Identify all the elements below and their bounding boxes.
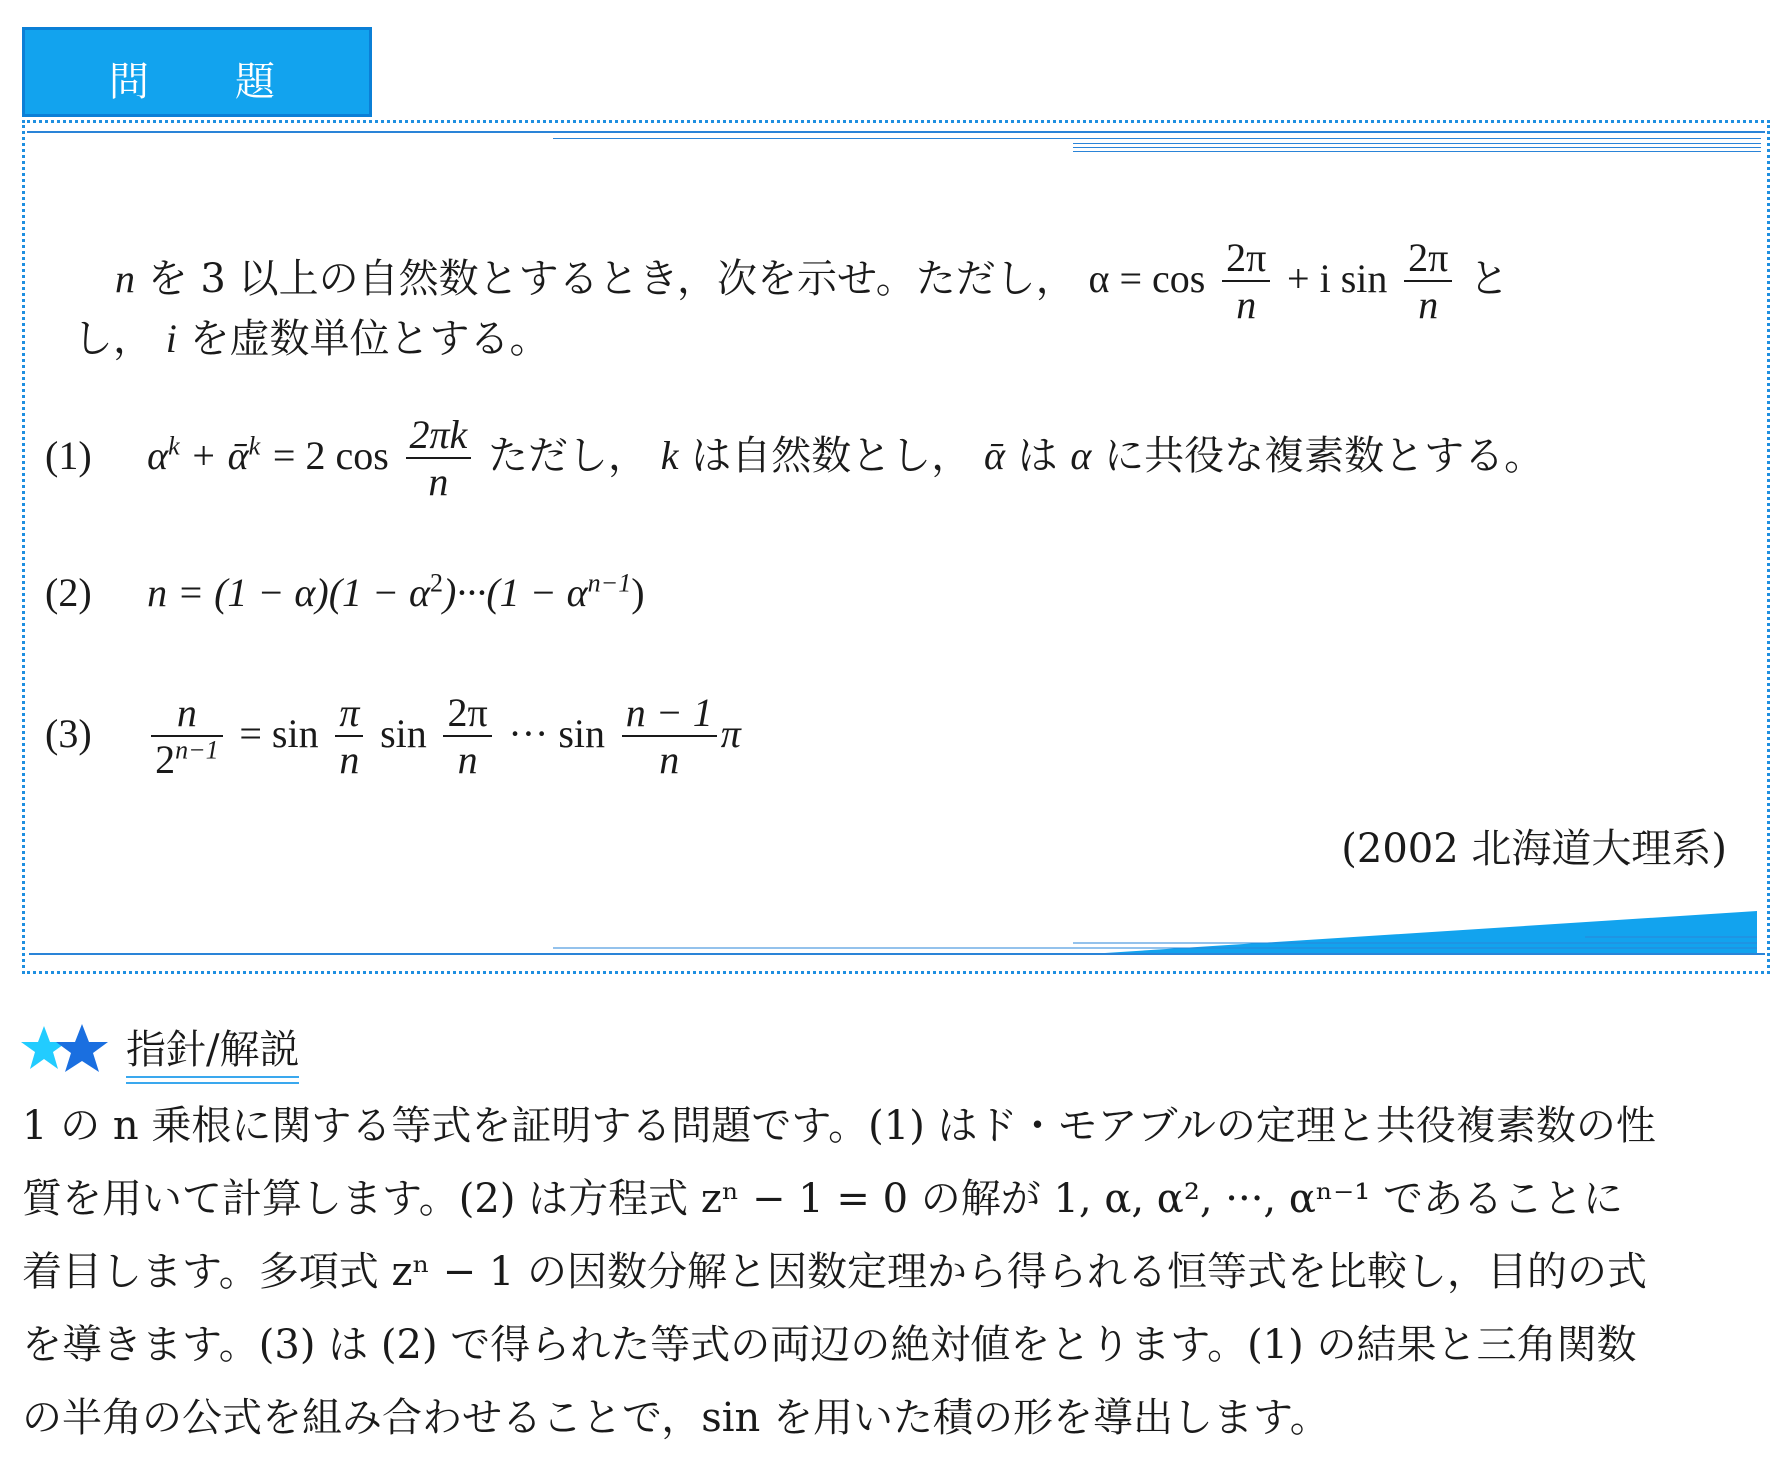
frac-den: n <box>1236 282 1257 327</box>
intro-line-2 <box>73 316 550 362</box>
frac-den-base: 2 <box>155 737 176 782</box>
title-underline-2 <box>126 1082 299 1084</box>
explanation-line-5: の半角の公式を組み合わせることで，sin を用いた積の形を導出します。 <box>22 1395 1330 1441</box>
alpha: α <box>147 433 169 478</box>
alpha-bar: ᾱ <box>983 433 1005 478</box>
problem-tab <box>22 27 372 117</box>
frac-den: n <box>1418 282 1439 327</box>
top-rule-5 <box>1073 151 1761 152</box>
dots-sin: ··· sin <box>508 711 606 756</box>
section-title-text: 指針/解説 <box>126 1027 300 1073</box>
sup-k: k <box>248 431 261 461</box>
item-2 <box>45 568 645 615</box>
source-citation: (2002 北海道大理系) <box>1341 826 1727 872</box>
intro2-text-1: し， <box>73 316 153 362</box>
explanation-body <box>22 1090 1772 1455</box>
alpha: α <box>1070 433 1092 478</box>
frac-num: 2π <box>443 691 491 737</box>
item1-text-2: は自然数とし， <box>691 433 972 479</box>
item-3 <box>45 691 741 783</box>
frac-den: n <box>339 737 360 782</box>
alpha-def: α = cos <box>1088 256 1206 301</box>
section-title <box>126 1018 299 1075</box>
frac-num: 2πk <box>406 413 472 459</box>
item-3-label: (3) <box>45 711 92 756</box>
intro-text-2: と <box>1469 256 1510 302</box>
intro-text-1: を 3 以上の自然数とするとき，次を示せ。ただし， <box>147 256 1076 302</box>
frac-num: n − 1 <box>622 691 717 737</box>
frac-den: n <box>428 459 449 504</box>
top-rule-2 <box>553 138 1761 139</box>
sup-k: k <box>168 431 180 461</box>
item1-text-1: ただし， <box>488 433 649 479</box>
item2-end: ) <box>631 570 645 615</box>
explanation-line-4: を導きます。(3) は (2) で得られた等式の両辺の絶対値をとります。(1) の結果と三角関数 <box>22 1322 1637 1368</box>
item1-text-3: は <box>1017 433 1058 479</box>
frac-den: n <box>659 737 680 782</box>
frac-num: n <box>151 691 223 737</box>
frac-den: n <box>457 737 478 782</box>
eq-2cos: = 2 cos <box>272 433 389 478</box>
intro-line-1 <box>115 236 1509 328</box>
eq-sin: = sin <box>239 711 319 756</box>
tab-char-1: 問 <box>109 59 149 105</box>
intro2-text-2: を虚数単位とする。 <box>189 316 550 362</box>
sin: sin <box>380 711 427 756</box>
frac-2pi-n-2 <box>1404 236 1452 328</box>
item2-mid: )···(1 − α <box>443 570 588 615</box>
top-rule-3 <box>1073 143 1761 144</box>
frac-num: 2π <box>1222 236 1270 282</box>
sup-2: 2 <box>430 568 444 598</box>
sup-n-1: n−1 <box>587 568 632 598</box>
frac-num: 2π <box>1404 236 1452 282</box>
frac-2pi-n-3 <box>443 691 491 783</box>
frac-pi-n <box>335 691 363 783</box>
item-1-label: (1) <box>45 433 92 478</box>
frac-2pik-n <box>406 413 472 505</box>
bottom-wedge <box>25 893 1769 973</box>
item-1 <box>45 413 1544 505</box>
title-underline-1 <box>126 1076 299 1078</box>
frac-n1-n <box>622 691 717 783</box>
explanation-line-1: 1 の n 乗根に関する等式を証明する問題です。(1) はド・モアブルの定理と共役複素数の性 <box>22 1103 1656 1149</box>
explanation-line-3: 着目します。多項式 zⁿ − 1 の因数分解と因数定理から得られる恒等式を比較し，目的の式 <box>22 1249 1648 1295</box>
var-n: n <box>115 256 135 301</box>
problem-box <box>22 120 1770 974</box>
frac-num: π <box>335 691 363 737</box>
item-2-label: (2) <box>45 570 92 615</box>
explanation-line-2: 質を用いて計算します。(2) は方程式 zⁿ − 1 = 0 の解が 1, α, α², ···, αⁿ⁻¹ であることに <box>22 1176 1624 1222</box>
star-icon <box>20 1022 112 1078</box>
alpha-bar: ᾱ <box>227 433 249 478</box>
frac-den-sup: n−1 <box>175 735 219 765</box>
plus: + <box>192 433 215 478</box>
item1-text-4: に共役な複素数とする。 <box>1104 433 1545 479</box>
frac-n-2n1 <box>151 691 223 783</box>
item2-expr: n = (1 − α)(1 − α <box>147 570 431 615</box>
pi: π <box>720 711 741 756</box>
tab-char-2: 題 <box>235 59 275 105</box>
var-k: k <box>660 433 679 478</box>
frac-2pi-n <box>1222 236 1270 328</box>
top-rule-1 <box>27 131 1765 133</box>
top-rule-4 <box>1073 147 1761 148</box>
var-i: i <box>165 316 177 361</box>
plus-i-sin: + i sin <box>1287 256 1388 301</box>
